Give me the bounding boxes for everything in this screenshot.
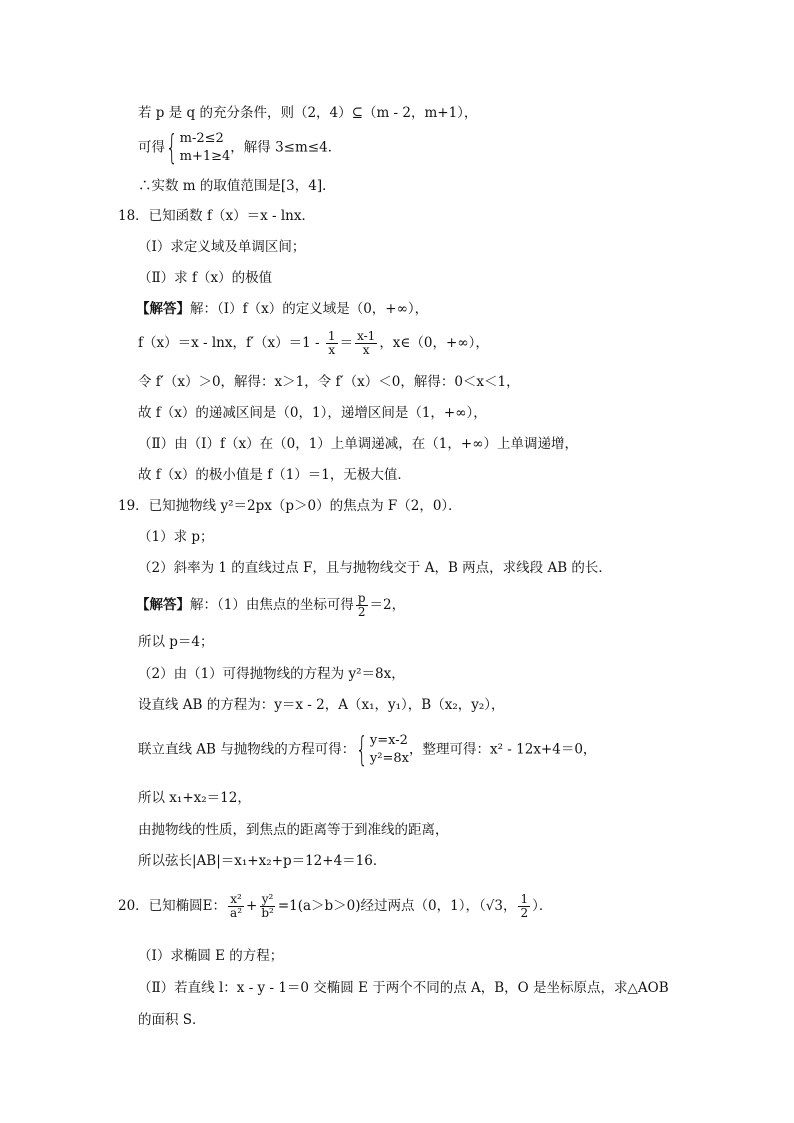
fraction	[259, 893, 276, 920]
answer-line	[136, 299, 428, 319]
equation-system	[165, 130, 230, 166]
text-line-system	[138, 732, 596, 768]
text-line: 所以弦长|AB|＝x₁+x₂+p＝12+4＝16．	[138, 853, 387, 869]
text: f（x）＝x - lnx，f′（x）＝1 -	[138, 335, 320, 351]
sqrt-three: √3	[485, 898, 503, 914]
denominator: b²	[261, 906, 274, 920]
text-line: ∴实数 m 的取值范围是[3，4]．	[138, 178, 336, 194]
text-line: （Ⅱ）由（Ⅰ）f（x）在（0，1）上单调递减，在（1，+∞）上单调递增，	[138, 436, 578, 452]
equation: m+1≥4	[179, 149, 231, 164]
text-line: （Ⅱ）若直线 l：x - y - 1＝0 交椭圆 E 于两个不同的点 A，B，O 是坐标原点，求△AOB	[138, 980, 669, 996]
numerator: x-1	[357, 329, 376, 343]
text: ）．	[532, 898, 553, 914]
answer-tag: 【解答】	[136, 301, 190, 317]
fraction	[326, 330, 338, 357]
denominator: 2	[520, 906, 529, 920]
fraction	[228, 893, 244, 920]
text-line: 设直线 AB 的方程为：y＝x - 2，A（x₁，y₁），B（x₂，y₂），	[138, 697, 505, 713]
numerator: x²	[230, 892, 242, 906]
text: ＝2，	[369, 597, 406, 613]
numerator: 1	[520, 892, 529, 906]
text-line: 故 f（x）的递减区间是（0，1），递增区间是（1，+∞），	[138, 405, 487, 421]
answer-tag: 【解答】	[136, 597, 190, 613]
text-line: 所以 x₁+x₂＝12，	[138, 790, 251, 806]
text: 解：（Ⅰ）f（x）的定义域是（0，+∞），	[190, 301, 429, 317]
numerator: p	[357, 591, 366, 605]
text-line: 所以 p＝4；	[138, 634, 214, 650]
fraction	[518, 893, 530, 920]
equation: m-2≤2	[179, 131, 224, 146]
equation-system	[355, 732, 409, 768]
text: 20．已知椭圆E：	[118, 898, 227, 914]
denominator: 2	[357, 605, 366, 619]
denominator: a²	[230, 906, 243, 920]
text-line-system	[138, 130, 341, 166]
brace-glyph: {	[356, 730, 369, 770]
text-line: （Ⅰ）求定义域及单调区间；	[138, 239, 306, 255]
text-line: 若 p 是 q 的充分条件，则（2，4）⊆（m - 2，m+1），	[138, 105, 478, 121]
question-18-title: 18．已知函数 f（x）＝x - lnx．	[118, 208, 315, 224]
text-line-fraction	[138, 330, 489, 357]
text-line: （2）斜率为 1 的直线过点 F，且与抛物线交于 A，B 两点，求线段 AB 的长．	[138, 560, 612, 576]
denominator: x	[328, 343, 336, 357]
text-line: 的面积 S．	[138, 1012, 206, 1028]
text-line: 令 f′（x）＞0，解得：x＞1，令 f′（x）＜0，解得：0＜x＜1，	[138, 374, 520, 390]
equation: y²=8x	[369, 751, 409, 766]
text: 解：（1）由焦点的坐标可得	[190, 597, 354, 613]
text-line: （1）求 p；	[138, 529, 214, 545]
text: ＝	[339, 335, 354, 351]
question-19-title: 19．已知抛物线 y²＝2px（p＞0）的焦点为 F（2，0）．	[118, 498, 462, 514]
fraction	[356, 592, 368, 619]
text-line: 故 f（x）的极小值是 f（1）＝1，无极大值．	[138, 467, 411, 483]
text: ，解得 3≤m≤4．	[230, 139, 342, 156]
text: ，x∈（0，+∞），	[379, 335, 489, 351]
answer-line	[136, 592, 405, 619]
brace-glyph: {	[165, 128, 178, 168]
denominator: x	[362, 343, 370, 357]
text-line: （2）由（1）可得抛物线的方程为 y²＝8x，	[138, 666, 405, 682]
text-line: （Ⅰ）求椭圆 E 的方程；	[138, 948, 284, 964]
text: =1(a＞b＞0)经过两点（0，1），（	[277, 898, 486, 914]
text: ，整理可得：x² - 12x+4＝0，	[408, 741, 597, 758]
numerator: 1	[327, 329, 336, 343]
question-20-title	[118, 893, 552, 920]
fraction	[355, 330, 377, 357]
text: 可得	[138, 139, 165, 156]
text: 联立直线 AB 与抛物线的方程可得：	[138, 741, 356, 758]
text: ，	[502, 898, 517, 914]
text-line: 由抛物线的性质，到焦点的距离等于到准线的距离，	[138, 822, 449, 838]
numerator: y²	[261, 892, 274, 906]
text: +	[246, 898, 258, 914]
equation: y=x-2	[369, 733, 408, 748]
text-line: （Ⅱ）求 f（x）的极值	[138, 270, 273, 286]
